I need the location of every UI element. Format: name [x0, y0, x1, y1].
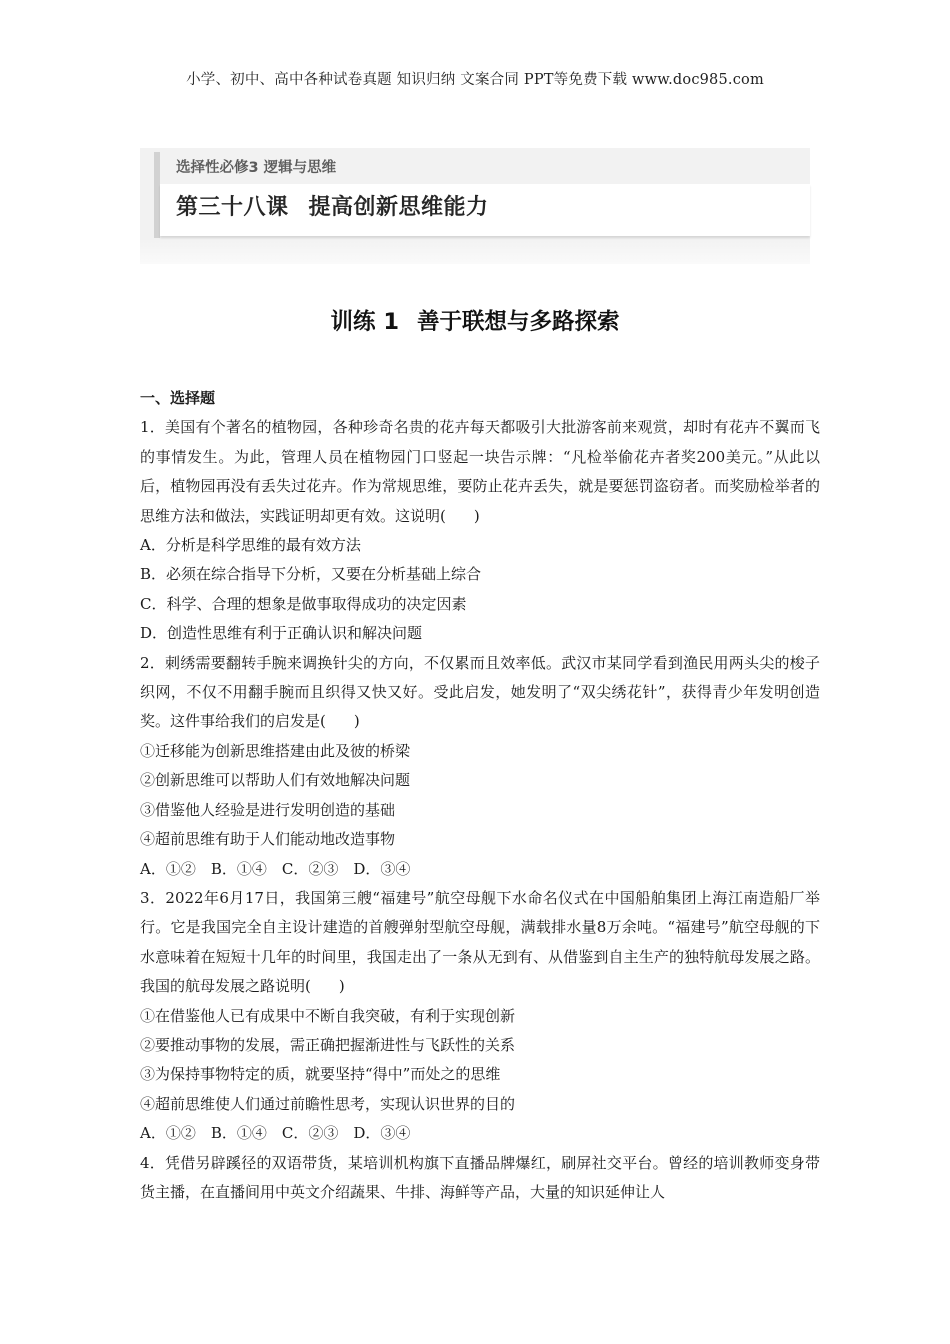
- site-header: 小学、初中、高中各种试卷真题 知识归纳 文案合同 PPT等免费下载 www.doc985.com: [186, 72, 764, 88]
- question-3: [140, 884, 820, 1149]
- answer-options: A．①② B．①④ C．②③ D．③④: [140, 1124, 411, 1143]
- option-d: D．创造性思维有利于正确认识和解决问题: [140, 624, 423, 643]
- stem-close: ): [473, 506, 480, 525]
- exercise-number: 训练 1: [330, 309, 399, 335]
- question-content: [140, 384, 820, 1207]
- question-1: [140, 413, 820, 648]
- lesson-number: 第三十八课: [176, 195, 289, 220]
- section-heading: 一、选择题: [140, 389, 216, 407]
- question-stem: [140, 649, 820, 737]
- banner-lesson-title: [176, 190, 489, 221]
- stem-text: 3．2022年6月17日，我国第三艘“福建号”航空母舰下水命名仪式在中国船舶集团上海江南造船厂举行。它是我国完全自主设计建造的首艘弹射型航空母舰，满载排水量8万余吨。“福建号”航空母舰的下水意味着在短短十几年的时间里，我国走出了一条从无到有、从借鉴到自主生产的独特航母发展之路。我国的航母发展之路说明(: [140, 888, 820, 996]
- exercise-title: [0, 304, 950, 336]
- question-4: [140, 1149, 820, 1208]
- stem-text: 4．凭借另辟蹊径的双语带货，某培训机构旗下直播品牌爆红，刷屏社交平台。曾经的培训教师变身带货主播，在直播间用中英文介绍蔬果、牛排、海鲜等产品，大量的知识延伸让人: [140, 1153, 820, 1201]
- banner-subtitle: 选择性必修3 逻辑与思维: [176, 160, 337, 176]
- option-b: B．必须在综合指导下分析，又要在分析基础上综合: [140, 565, 482, 584]
- stem-close: ): [338, 977, 345, 996]
- statement-item: ③为保持事物特定的质，就要坚持“得中”而处之的思维: [140, 1065, 501, 1084]
- statement-item: ④超前思维有助于人们能动地改造事物: [140, 830, 396, 849]
- chapter-banner: [140, 148, 810, 264]
- question-stem: [140, 884, 820, 1002]
- question-stem: [140, 413, 820, 531]
- stem-text: 1．美国有个著名的植物园，各种珍奇名贵的花卉每天都吸引大批游客前来观赏，却时有花卉不翼而飞的事情发生。为此，管理人员在植物园门口竖起一块告示牌：“凡检举偷花卉者奖200美元。”从此以后，植物园再没有丢失过花卉。作为常规思维，要防止花卉丢失，就是要惩罚盗窃者。而奖励检举者的思维方法和做法，实践证明却更有效。这说明(: [140, 418, 820, 525]
- option-a: A．分析是科学思维的最有效方法: [140, 536, 361, 555]
- answer-options: A．①② B．①④ C．②③ D．③④: [140, 859, 411, 878]
- statement-item: ④超前思维使人们通过前瞻性思考，实现认识世界的目的: [140, 1094, 516, 1113]
- stem-close: ): [353, 712, 360, 731]
- exercise-name: 善于联想与多路探索: [416, 309, 620, 335]
- question-2: [140, 649, 820, 884]
- question-stem: [140, 1149, 820, 1208]
- statement-item: ②要推动事物的发展，需正确把握渐进性与飞跃性的关系: [140, 1035, 516, 1054]
- lesson-name: 提高创新思维能力: [308, 195, 489, 220]
- statement-item: ②创新思维可以帮助人们有效地解决问题: [140, 771, 411, 790]
- statement-item: ③借鉴他人经验是进行发明创造的基础: [140, 800, 396, 819]
- option-c: C．科学、合理的想象是做事取得成功的决定因素: [140, 594, 467, 613]
- statement-item: ①迁移能为创新思维搭建由此及彼的桥梁: [140, 741, 411, 760]
- stem-text: 2．刺绣需要翻转手腕来调换针尖的方向，不仅累而且效率低。武汉市某同学看到渔民用两头尖的梭子织网，不仅不用翻手腕而且织得又快又好。受此启发，她发明了“双尖绣花针”，获得青少年发明创造奖。这件事给我们的启发是(: [140, 653, 820, 731]
- statement-item: ①在借鉴他人已有成果中不断自我突破，有利于实现创新: [140, 1006, 516, 1025]
